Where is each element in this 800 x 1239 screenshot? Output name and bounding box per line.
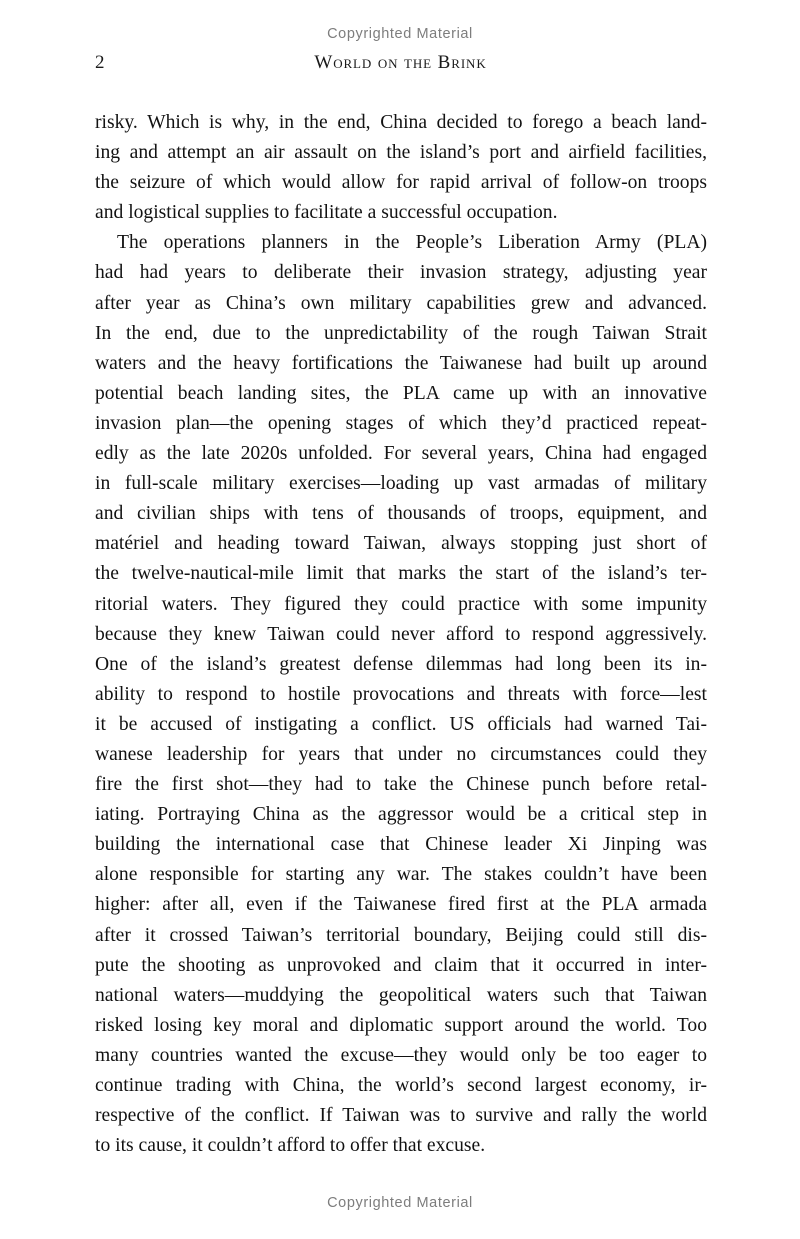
- text-line: higher: after all, even if the Taiwanese fired first at the PLA armada: [95, 894, 707, 916]
- text-line: respective of the conflict. If Taiwan was to survive and rally the world: [95, 1105, 707, 1127]
- text-line: after year as China’s own military capabilities grew and advanced.: [95, 292, 707, 314]
- page-number: 2: [95, 52, 105, 73]
- text-line: because they knew Taiwan could never afford to respond aggressively.: [95, 623, 707, 645]
- text-line: matériel and heading toward Taiwan, always stopping just short of: [95, 533, 707, 555]
- text-line: national waters—muddying the geopolitical waters such that Taiwan: [95, 984, 707, 1006]
- body-text-block: [95, 108, 707, 1161]
- text-line: it be accused of instigating a conflict. US officials had warned Tai-: [95, 713, 707, 735]
- text-line: ability to respond to hostile provocations and threats with force—lest: [95, 683, 707, 705]
- text-line: One of the island’s greatest defense dilemmas had long been its in-: [95, 653, 707, 675]
- text-line: after it crossed Taiwan’s territorial boundary, Beijing could still dis-: [95, 924, 707, 946]
- text-line: In the end, due to the unpredictability of the rough Taiwan Strait: [95, 322, 707, 344]
- text-line: risked losing key moral and diplomatic support around the world. Too: [95, 1014, 707, 1036]
- text-line: wanese leadership for years that under no circumstances could they: [95, 743, 707, 765]
- text-line: alone responsible for starting any war. The stakes couldn’t have been: [95, 864, 707, 886]
- text-line: fire the first shot—they had to take the Chinese punch before retal-: [95, 774, 707, 796]
- text-line: and civilian ships with tens of thousands of troops, equipment, and: [95, 503, 707, 525]
- text-line: the twelve-nautical-mile limit that marks the start of the island’s ter-: [95, 563, 707, 585]
- paragraph: [95, 108, 707, 228]
- text-line-content: The operations planners in the People’s Liberation Army (PLA): [117, 232, 707, 254]
- copyright-watermark-top: Copyrighted Material: [327, 26, 473, 42]
- text-line: risky. Which is why, in the end, China decided to forego a beach land-: [95, 112, 707, 133]
- paragraph: [95, 228, 707, 1161]
- text-line: iating. Portraying China as the aggressor would be a critical step in: [95, 804, 707, 826]
- text-line: and logistical supplies to facilitate a successful occupation.: [95, 202, 558, 224]
- text-line: continue trading with China, the world’s second largest economy, ir-: [95, 1075, 707, 1096]
- text-line: edly as the late 2020s unfolded. For several years, China had engaged: [95, 443, 707, 465]
- running-head-title: World on the Brink: [314, 52, 487, 73]
- text-line: had had years to deliberate their invasion strategy, adjusting year: [95, 262, 707, 284]
- text-line: waters and the heavy fortifications the Taiwanese had built up around: [95, 352, 707, 374]
- text-line: potential beach landing sites, the PLA came up with an innovative: [95, 382, 707, 404]
- text-line: to its cause, it couldn’t afford to offer that excuse.: [95, 1135, 486, 1157]
- text-line: pute the shooting as unprovoked and claim that it occurred in inter-: [95, 954, 707, 976]
- text-line: many countries wanted the excuse—they would only be too eager to: [95, 1044, 707, 1066]
- running-head-row: [95, 50, 706, 80]
- text-line: the seizure of which would allow for rapid arrival of follow-on troops: [95, 172, 707, 194]
- text-line: ing and attempt an air assault on the island’s port and airfield facilities,: [95, 142, 707, 164]
- copyright-watermark-bottom: Copyrighted Material: [327, 1195, 473, 1211]
- text-line: invasion plan—the opening stages of which they’d practiced repeat-: [95, 412, 707, 434]
- text-line: ritorial waters. They figured they could practice with some impunity: [95, 593, 707, 615]
- text-line: [95, 228, 707, 258]
- text-line: in full-scale military exercises—loading up vast armadas of military: [95, 473, 707, 495]
- text-line: building the international case that Chinese leader Xi Jinping was: [95, 834, 707, 856]
